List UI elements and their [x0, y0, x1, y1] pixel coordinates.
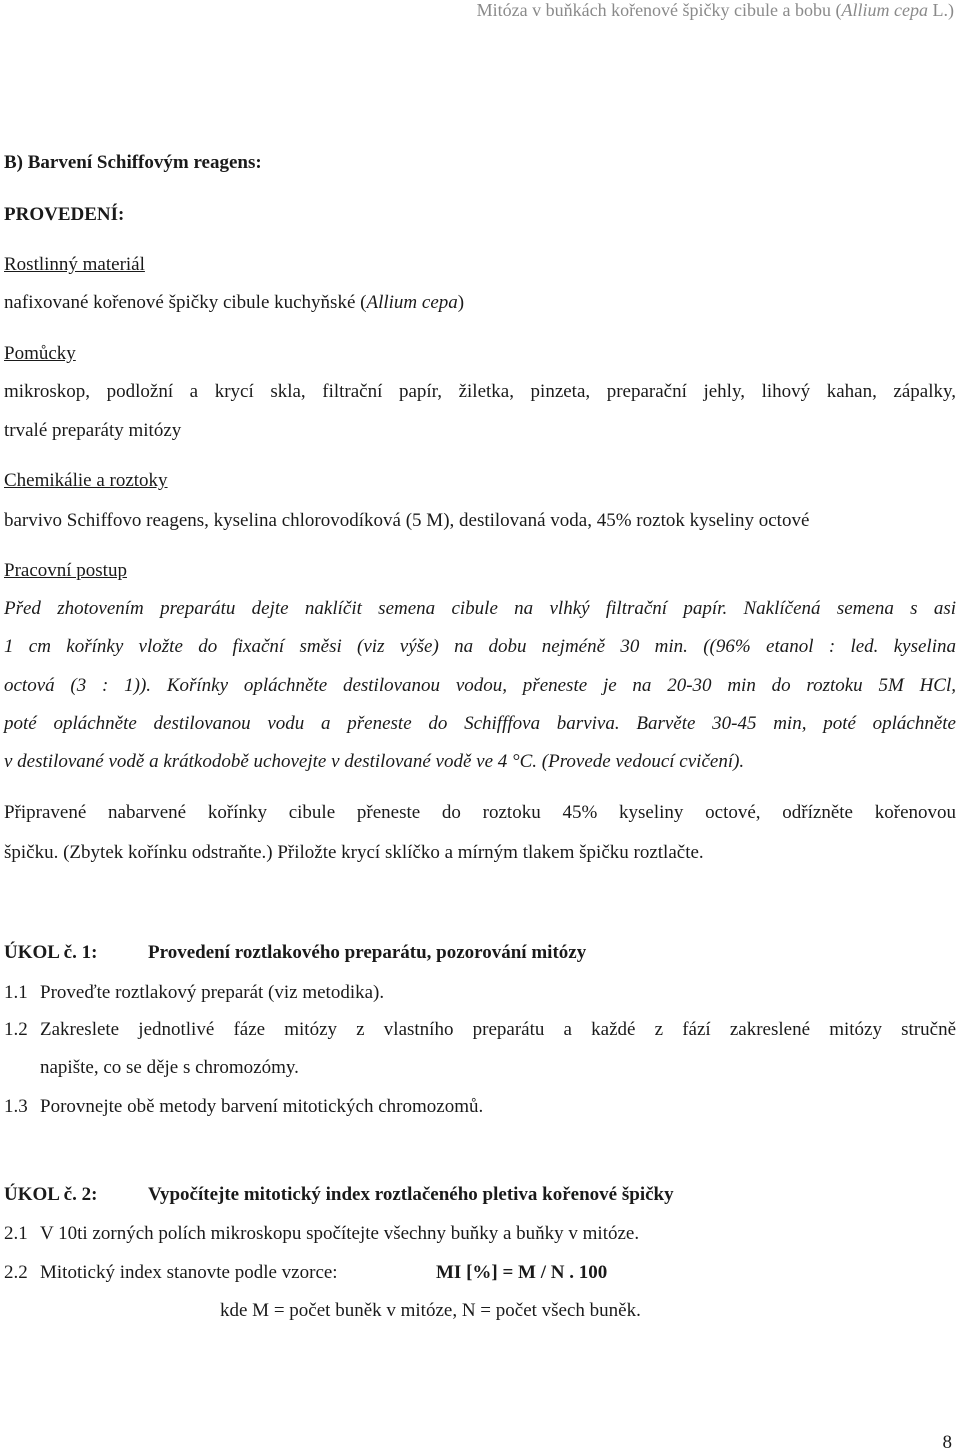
postup-p2-line-2: špičku. (Zbytek kořínku odstraňte.) Přiložte krycí sklíčko a mírným tlakem špičku roztlačte. — [4, 842, 704, 863]
section-b-title: B) Barvení Schiffovým reagens: — [4, 152, 262, 173]
material-text-latin: Allium cepa — [366, 292, 458, 313]
ukol-1-item-2-num: 1.2 — [4, 1019, 28, 1040]
ukol-1-item-2-text-2: napište, co se děje s chromozómy. — [40, 1057, 299, 1078]
chemikalie-heading: Chemikálie a roztoky — [4, 470, 168, 491]
ukol-2-item-1-text: V 10ti zorných polích mikroskopu spočítejte všechny buňky a buňky v mitóze. — [40, 1223, 640, 1244]
ukol-1-item-1-num: 1.1 — [4, 982, 28, 1003]
ukol-2-item-1-num: 2.1 — [4, 1223, 28, 1244]
ukol-1-title: Provedení roztlakového preparátu, pozorování mitózy — [148, 942, 587, 963]
postup-p2-line-1-text: Připravené nabarvené kořínky cibule přeneste do roztoku 45% kyseliny octové, odřízněte kořenovou — [4, 802, 956, 823]
ukol-1-label: ÚKOL č. 1: — [4, 942, 98, 963]
ukol-2-item-2-text: Mitotický index stanovte podle vzorce: — [40, 1262, 338, 1283]
header-latin: Allium cepa — [841, 0, 928, 20]
pomucky-heading: Pomůcky — [4, 343, 76, 364]
ukol-1-item-1-text: Proveďte roztlakový preparát (viz metodika). — [40, 982, 385, 1003]
pomucky-line-2: trvalé preparáty mitózy — [4, 420, 182, 441]
material-text-prefix: nafixované kořenové špičky cibule kuchyňské ( — [4, 292, 367, 313]
pomucky-line-1 — [4, 381, 956, 403]
chemikalie-text: barvivo Schiffovo reagens, kyselina chlorovodíková (5 M), destilovaná voda, 45% roztok kyseliny octové — [4, 510, 810, 531]
ukol-2-label: ÚKOL č. 2: — [4, 1184, 98, 1205]
provedeni-title: PROVEDENÍ: — [4, 204, 125, 225]
ukol-2-title: Vypočítejte mitotický index roztlačeného pletiva kořenové špičky — [148, 1184, 674, 1205]
page-number: 8 — [942, 1432, 952, 1453]
postup-p1-line-1-text: Před zhotovením preparátu dejte naklíčit semena cibule na vlhký filtrační papír. Naklíčená semena s asi — [4, 598, 956, 619]
postup-p2-line-1 — [4, 802, 956, 824]
mitotic-index-formula: MI [%] = M / N . 100 — [436, 1262, 608, 1283]
ukol-1-item-3-num: 1.3 — [4, 1096, 28, 1117]
postup-p1-line-4 — [4, 713, 956, 735]
running-header — [477, 0, 954, 21]
postup-p1-line-2 — [4, 636, 956, 658]
header-prefix: Mitóza v buňkách kořenové špičky cibule a bobu ( — [476, 0, 842, 20]
ukol-1-item-3-text: Porovnejte obě metody barvení mitotických chromozomů. — [40, 1096, 484, 1117]
postup-p1-line-3 — [4, 675, 956, 697]
pomucky-line-1-text: mikroskop, podložní a krycí skla, filtrační papír, žiletka, pinzeta, preparační jehly, lihový kahan, zápalky, — [4, 381, 956, 402]
ukol-1-item-2-text — [40, 1019, 956, 1041]
postup-p1-line-1 — [4, 598, 956, 620]
postup-heading: Pracovní postup — [4, 560, 127, 581]
material-text — [4, 292, 464, 314]
ukol-1-item-2-text-line: Zakreslete jednotlivé fáze mitózy z vlastního preparátu a každé z fází zakreslené mitózy stručně — [40, 1019, 956, 1040]
header-suffix: L.) — [928, 0, 954, 20]
postup-p1-line-3-text: octová (3 : 1)). Kořínky opláchněte destilovanou vodou, přeneste je na 20-30 min do roztoku 5M HCl, — [4, 675, 956, 696]
formula-legend: kde M = počet buněk v mitóze, N = počet všech buněk. — [220, 1300, 641, 1321]
postup-p1-line-2-text: 1 cm kořínky vložte do fixační směsi (viz výše) na dobu nejméně 30 min. ((96% etanol : led. kyselina — [4, 636, 956, 657]
material-heading: Rostlinný materiál — [4, 254, 145, 275]
material-text-suffix: ) — [457, 292, 465, 313]
postup-p1-line-4-text: poté opláchněte destilovanou vodu a přeneste do Schifffova barviva. Barvěte 30-45 min, poté opláchněte — [4, 713, 956, 734]
postup-p1-line-5: v destilované vodě a krátkodobě uchovejte v destilované vodě ve 4 °C. (Provede vedoucí cvičení). — [4, 751, 745, 772]
ukol-2-item-2-num: 2.2 — [4, 1262, 28, 1283]
